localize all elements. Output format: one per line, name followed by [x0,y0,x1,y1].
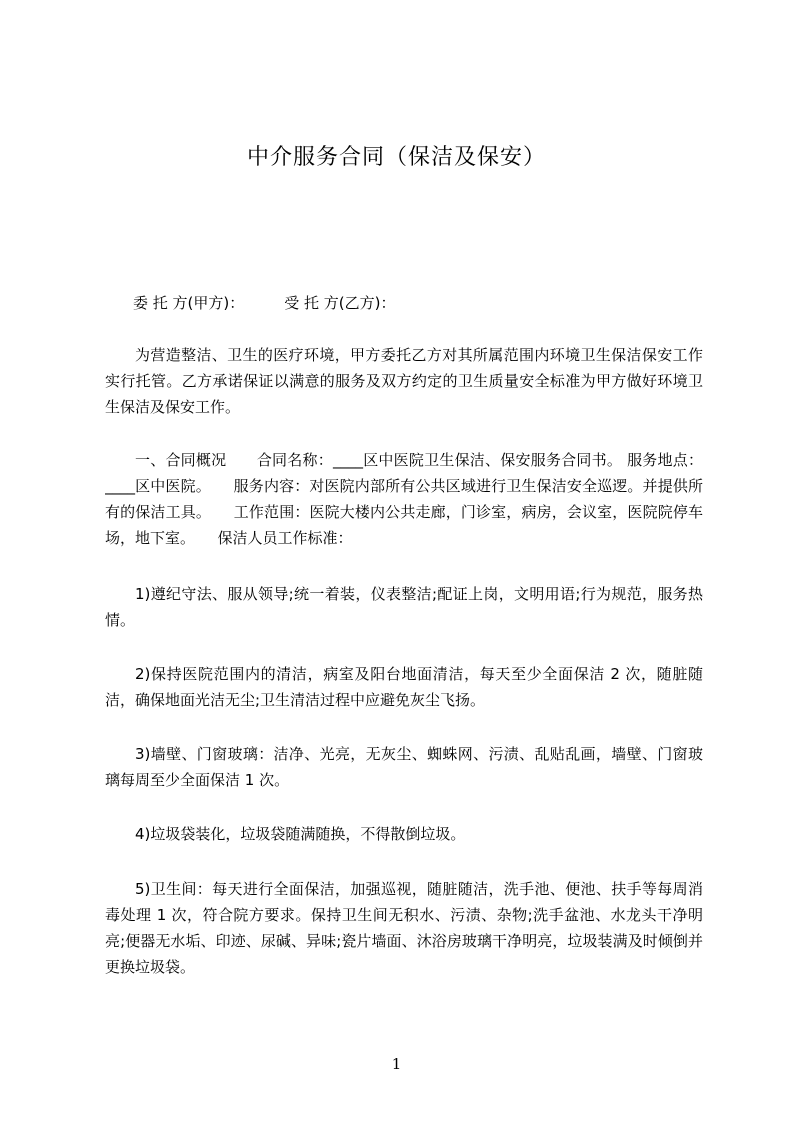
contract-overview-paragraph: 一、合同概况 合同名称：____区中医院卫生保洁、保安服务合同书。 服务地点：____区中医院。 服务内容：对医院内部所有公共区域进行卫生保洁安全巡逻。并提供所有的保洁工具。 工作范围：医院大楼内公共走廊，门诊室，病房，会议室，医院院停车场，地下室。 保洁人员工作标准： [105,451,703,547]
client-label: 委 托 方(甲方)： [133,294,245,312]
document-title: 中介服务合同（保洁及保安） [246,145,546,170]
parties-line [133,292,396,313]
standard-item-2: 2)保持医院范围内的清洁，病室及阳台地面清洁，每天至少全面保洁 2 次，随脏随洁，确保地面光洁无尘;卫生清洁过程中应避免灰尘飞扬。 [105,665,703,709]
contractor-label: 受 托 方(乙方)： [284,294,396,312]
standard-item-3: 3)墙壁、门窗玻璃：洁净、光亮，无灰尘、蜘蛛网、污渍、乱贴乱画，墙壁、门窗玻璃每周至少全面保洁 1 次。 [105,745,703,789]
standard-item-5: 5)卫生间：每天进行全面保洁，加强巡视，随脏随洁，洗手池、便池、扶手等每周消毒处理 1 次，符合院方要求。保持卫生间无积水、污渍、杂物;洗手盆池、水龙头干净明亮;便器无水垢、印迹、尿碱、异味;瓷片墙面、沐浴房玻璃干净明亮，垃圾装满及时倾倒并更换垃圾袋。 [105,880,703,976]
standard-item-4: 4)垃圾袋装化，垃圾袋随满随换，不得散倒垃圾。 [135,825,466,843]
intro-paragraph: 为营造整洁、卫生的医疗环境，甲方委托乙方对其所属范围内环境卫生保洁保安工作实行托管。乙方承诺保证以满意的服务及双方约定的卫生质量安全标准为甲方做好环境卫生保洁及保安工作。 [105,346,703,416]
standard-item-1: 1)遵纪守法、服从领导;统一着装，仪表整洁;配证上岗，文明用语;行为规范，服务热情。 [105,585,703,629]
page-number: 1 [391,1055,402,1073]
